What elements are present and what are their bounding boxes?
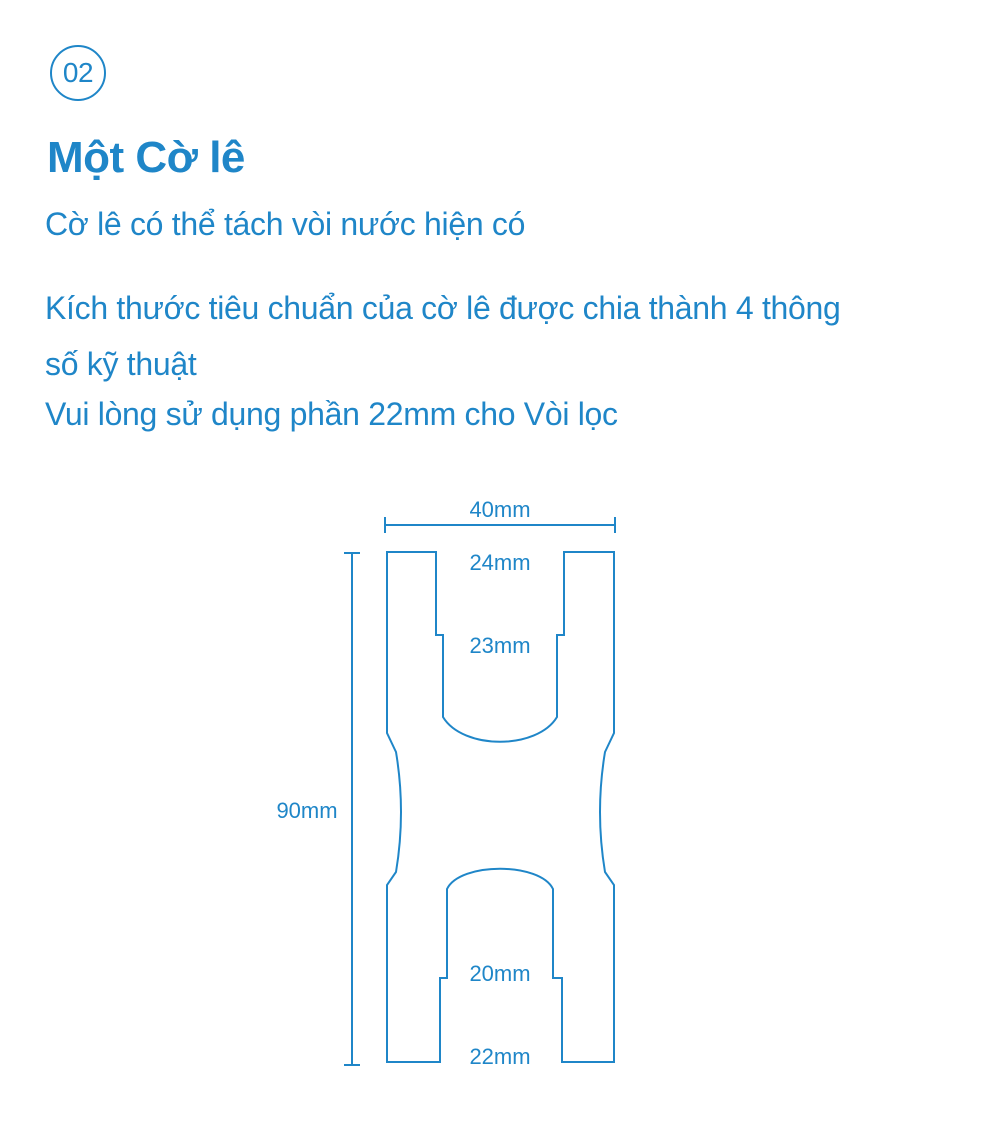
- description-line-3: Vui lòng sử dụng phần 22mm cho Vòi lọc: [45, 396, 618, 432]
- height-label: 90mm: [276, 798, 338, 823]
- description-line-2: số kỹ thuật: [45, 346, 197, 382]
- top-outer-opening-label: 24mm: [469, 550, 531, 575]
- top-inner-opening-label: 23mm: [469, 633, 531, 658]
- bottom-inner-opening-label: 20mm: [469, 961, 531, 986]
- height-dimension: [344, 553, 360, 1065]
- width-label: 40mm: [469, 497, 531, 522]
- bottom-outer-opening-label: 22mm: [469, 1044, 531, 1069]
- page-subtitle: Cờ lê có thể tách vòi nước hiện có: [45, 206, 526, 242]
- description-line-1: Kích thước tiêu chuẩn của cờ lê được chia thành 4 thông: [45, 290, 841, 326]
- page-title: Một Cờ lê: [47, 133, 245, 182]
- step-number: 02: [62, 57, 94, 88]
